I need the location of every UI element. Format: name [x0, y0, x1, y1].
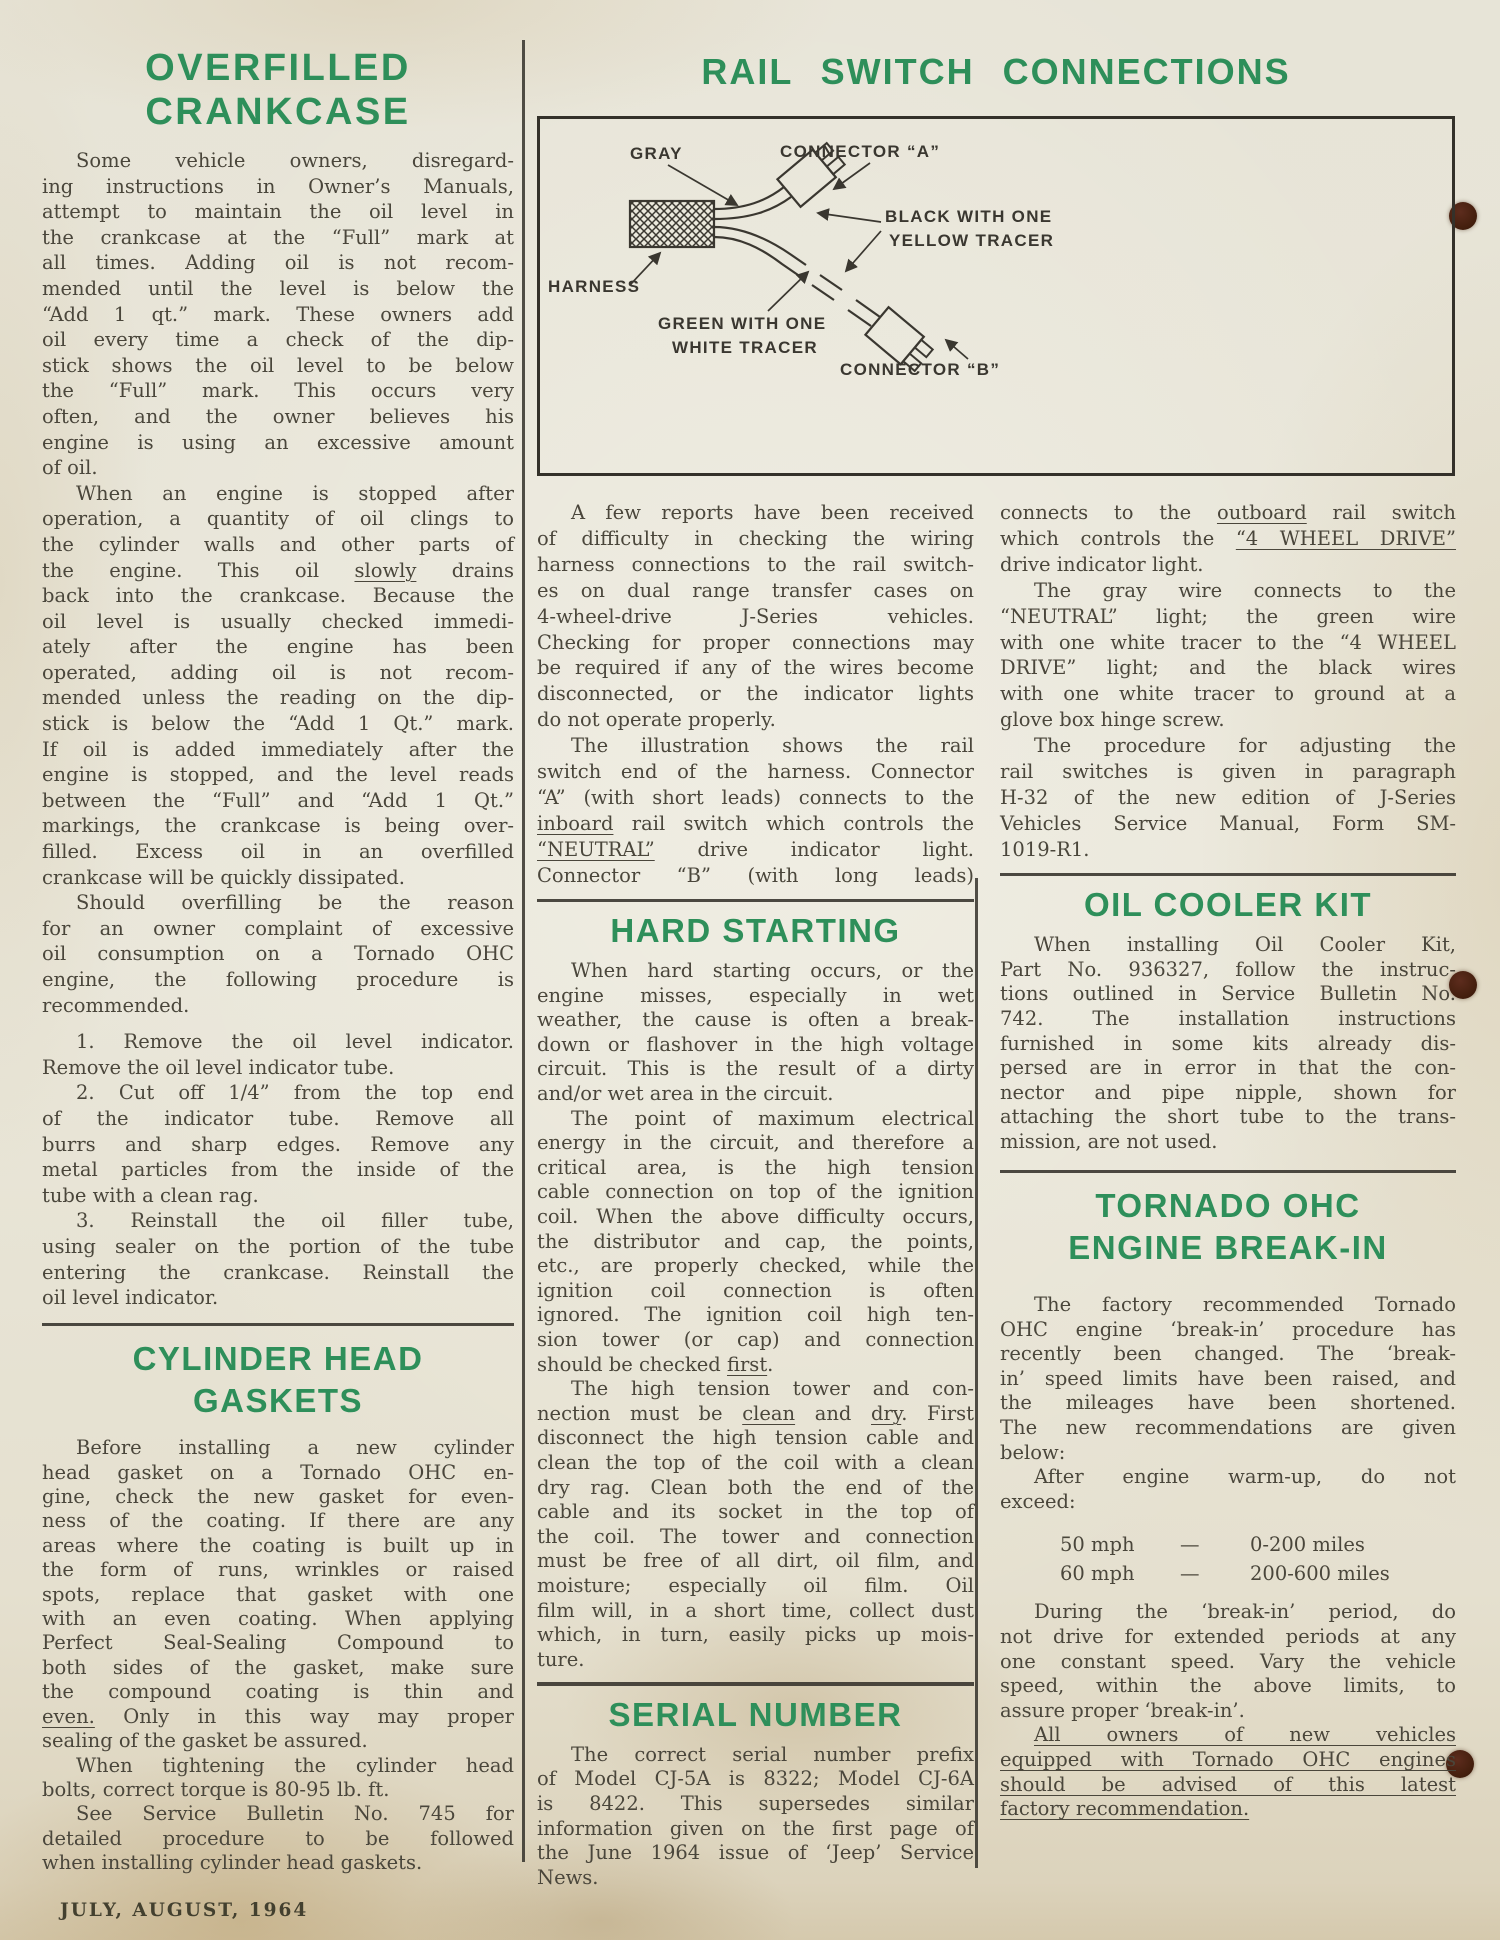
text-line: ignition coil connection is often	[537, 1278, 974, 1302]
text-line: of difficulty in checking the wiring	[537, 526, 974, 550]
text-line: 1. Remove the oil level indicator.	[76, 1030, 514, 1054]
text-line: glove box hinge screw.	[1000, 708, 1225, 732]
dash-cell: —	[1180, 1533, 1200, 1557]
black-wire-b	[714, 237, 871, 326]
text-line: is 8422. This supersedes similar	[537, 1792, 974, 1815]
text-line: all times. Adding oil is not recom-	[42, 251, 514, 275]
text-line: coil. When the above difficulty occurs,	[537, 1205, 974, 1229]
paragraph	[42, 148, 514, 481]
text-line: the coil. The tower and connection	[537, 1524, 974, 1548]
text-line: often, and the owner believes his	[42, 404, 514, 428]
article-body-overfilled-crankcase	[42, 148, 514, 1311]
text-line: The procedure for adjusting the	[1034, 734, 1456, 758]
text-line: nector and pipe nipple, shown for	[1000, 1080, 1456, 1104]
text-line: inboard rail switch which controls the	[537, 811, 974, 835]
text-line: of Model CJ-5A is 8322; Model CJ-6A	[537, 1767, 974, 1791]
text-line: All owners of new vehicles	[1034, 1723, 1456, 1747]
text-line: metal particles from the inside of the	[42, 1158, 514, 1182]
black-tracer-pointer-1	[818, 213, 881, 222]
text-line: entering the crankcase. Reinstall the	[42, 1260, 514, 1284]
text-line: switch end of the harness. Connector	[537, 760, 974, 784]
paragraph	[537, 1107, 974, 1378]
text-line: Perfect Seal-Sealing Compound to	[42, 1631, 514, 1655]
text-line: es on dual range transfer cases on	[537, 578, 974, 602]
text-line: 742. The installation instructions	[1000, 1006, 1456, 1030]
text-line: 2. Cut off 1/4” from the top end	[76, 1081, 514, 1105]
text-line: clean the top of the coil with a clean	[537, 1450, 974, 1474]
speed-limit-table	[1000, 1530, 1456, 1588]
article-body-serial-number	[537, 1743, 974, 1891]
text-line: using sealer on the portion of the tube	[42, 1234, 514, 1258]
text-line: disconnect the high tension cable and	[537, 1426, 974, 1450]
section-divider	[537, 899, 974, 903]
text-line: The point of maximum electrical	[571, 1106, 974, 1130]
text-line: stick is below the “Add 1 Qt.” mark.	[42, 712, 514, 736]
text-line: attempt to maintain the oil level in	[42, 200, 514, 224]
text-line: down or flashover in the high voltage	[537, 1032, 974, 1056]
article-title-serial-number: SERIAL NUMBER	[608, 1695, 903, 1733]
paragraph	[42, 481, 514, 891]
text-line: must be free of all dirt, oil film, and	[537, 1549, 974, 1573]
text-line: should be advised of this latest	[1000, 1772, 1456, 1796]
section-divider	[1000, 1170, 1456, 1174]
text-line: the cylinder walls and other parts of	[42, 532, 514, 556]
text-line: areas where the coating is built up in	[42, 1533, 514, 1557]
text-line: harness connections to the rail switch-	[537, 552, 974, 576]
article-body-engine-break-in-continued	[1000, 1600, 1456, 1821]
text-line: stick shows the oil level to be below	[42, 353, 514, 377]
text-line: should be checked first.	[537, 1352, 774, 1376]
issue-date: JULY, AUGUST, 1964	[60, 1900, 309, 1921]
paragraph	[42, 1436, 514, 1753]
paragraph	[537, 500, 974, 733]
gray-label: GRAY	[630, 144, 683, 163]
text-line: H-32 of the new edition of J-Series	[1000, 785, 1456, 809]
paragraph	[42, 890, 514, 1018]
text-line: one constant speed. Vary the vehicle	[1000, 1649, 1456, 1673]
text-line: “NEUTRAL” drive indicator light.	[537, 837, 974, 861]
text-line: Checking for proper connections may	[537, 630, 974, 654]
text-line: connects to the outboard rail switch	[1000, 501, 1456, 524]
text-line: spots, replace that gasket with one	[42, 1582, 514, 1606]
left-column	[42, 46, 514, 1876]
section-divider	[1000, 873, 1456, 877]
text-line: gine, check the new gasket for even-	[42, 1485, 514, 1509]
column-divider-left	[522, 40, 525, 1862]
text-line: A few reports have been received	[571, 501, 974, 524]
text-line: Vehicles Service Manual, Form SM-	[1000, 811, 1456, 835]
text-line: nection must be clean and dry. First	[537, 1401, 974, 1425]
text-line: oil level indicator.	[42, 1286, 219, 1310]
text-line: News.	[537, 1865, 599, 1889]
text-line: ignored. The ignition coil high ten-	[537, 1303, 974, 1327]
text-line: operated, adding oil is not recom-	[42, 660, 514, 684]
text-line: circuit. This is the result of a dirty	[537, 1057, 974, 1081]
text-line: in’ speed limits have been raised, and	[1000, 1366, 1456, 1390]
article-title-engine-break-in	[1000, 1185, 1456, 1269]
article-body-cylinder-head-gaskets	[42, 1436, 514, 1875]
text-line: mission, are not used.	[1000, 1129, 1218, 1153]
text-line: The illustration shows the rail	[571, 734, 974, 758]
text-line: moisture; especially oil film. Oil	[537, 1573, 974, 1597]
text-line: critical area, is the high tension	[537, 1155, 974, 1179]
text-line: between the “Full” and “Add 1 Qt.”	[42, 788, 514, 812]
text-line: for an owner complaint of excessive	[42, 916, 514, 940]
text-line: not drive for extended periods at any	[1000, 1624, 1456, 1648]
connector-a-label: CONNECTOR “A”	[780, 142, 941, 161]
article-body-engine-break-in	[1000, 1293, 1456, 1514]
black-tracer-label-2: YELLOW TRACER	[889, 231, 1055, 250]
title-line: CRANKCASE	[145, 91, 411, 133]
text-line: crankcase will be quickly dissipated.	[42, 865, 405, 889]
speed-limit-row	[1060, 1530, 1456, 1559]
text-line: bolts, correct torque is 80-95 lb. ft.	[42, 1777, 390, 1801]
text-line: of the indicator tube. Remove all	[42, 1106, 514, 1130]
text-line: oil every time a check of the dip-	[42, 328, 514, 352]
text-line: sion tower (or cap) and connection	[537, 1328, 974, 1351]
text-line: persed are in error in that the con-	[1000, 1056, 1456, 1080]
text-line: speed, within the above limits, to	[1000, 1674, 1456, 1698]
text-line: rail switches is given in paragraph	[1000, 760, 1456, 784]
text-line: sealing of the gasket be assured.	[42, 1729, 368, 1753]
text-line: recently been changed. The ‘break-	[1000, 1342, 1456, 1366]
text-line: when installing cylinder head gaskets.	[42, 1851, 423, 1875]
speed-cell: 50 mph	[1060, 1533, 1135, 1557]
text-line: energy in the circuit, and therefore a	[537, 1131, 974, 1155]
text-line: which, in turn, easily picks up mois-	[537, 1623, 974, 1647]
middle-column	[537, 500, 974, 1890]
text-line: When an engine is stopped after	[76, 481, 514, 505]
text-line: Before installing a new cylinder	[76, 1436, 514, 1460]
text-line: oil consumption on a Tornado OHC	[42, 942, 514, 966]
text-line: During the ‘break-in’ period, do	[1034, 1600, 1456, 1624]
text-line: filled. Excess oil in an overfilled	[42, 840, 514, 864]
text-line: detailed procedure to be followed	[42, 1826, 514, 1850]
text-line: Some vehicle owners, disregard-	[76, 149, 514, 172]
article-title-overfilled-crankcase	[42, 46, 514, 134]
text-line: engine is stopped, and the level reads	[42, 763, 514, 787]
dash-cell: —	[1180, 1562, 1200, 1586]
text-line: the engine. This oil slowly drains	[42, 558, 514, 582]
rail-switch-text-col2	[1000, 500, 1456, 863]
text-line: dry rag. Clean both the end of the	[537, 1475, 974, 1499]
text-line: furnished in some kits already dis-	[1000, 1031, 1456, 1055]
paragraph	[537, 733, 974, 888]
title-line: ENGINE BREAK-IN	[1068, 1229, 1388, 1267]
text-line: exceed:	[1000, 1489, 1076, 1513]
text-line: mended unless the reading on the dip-	[42, 686, 514, 710]
paragraph	[1000, 1723, 1456, 1821]
text-line: The high tension tower and con-	[571, 1377, 974, 1401]
text-line: When installing Oil Cooler Kit,	[1034, 933, 1456, 957]
connector-b-pointer	[946, 340, 968, 359]
text-line: even. Only in this way may proper	[42, 1704, 514, 1728]
black-tracer-pointer-2	[846, 231, 881, 271]
text-line: assure proper ‘break-in’.	[1000, 1698, 1245, 1722]
connector-b-label: CONNECTOR “B”	[840, 360, 1001, 379]
text-line: 4-wheel-drive J-Series vehicles.	[537, 604, 974, 628]
range-cell: 0-200 miles	[1250, 1533, 1365, 1557]
paragraph	[1000, 1465, 1456, 1514]
text-line: If oil is added immediately after the	[42, 737, 514, 761]
text-line: When tightening the cylinder head	[76, 1753, 514, 1777]
text-line: The new recommendations are given	[1000, 1416, 1456, 1439]
text-line: 3. Reinstall the oil filler tube,	[76, 1209, 514, 1233]
text-line: do not operate properly.	[537, 708, 776, 732]
text-line: etc., are properly checked, while the	[537, 1254, 974, 1278]
text-line: ing instructions in Owner’s Manuals,	[42, 174, 514, 198]
text-line: the distributor and cap, the points,	[537, 1229, 974, 1253]
text-line: markings, the crankcase is being over-	[42, 814, 514, 838]
rail-switch-diagram	[540, 119, 1452, 473]
text-line: Should overfilling be the reason	[76, 891, 514, 915]
text-line: head gasket on a Tornado OHC en-	[42, 1460, 514, 1484]
article-body-hard-starting	[537, 959, 974, 1672]
text-line: with one white tracer to the “4 WHEEL	[1000, 630, 1456, 654]
text-line: The gray wire connects to the	[1034, 578, 1456, 602]
paragraph	[537, 1377, 974, 1672]
text-line: factory recommendation.	[1000, 1797, 1250, 1821]
harness-label: HARNESS	[548, 277, 641, 296]
text-line: tube with a clean rag.	[42, 1183, 259, 1207]
article-title-rail-switch-connections: RAIL SWITCH CONNECTIONS	[701, 51, 1291, 92]
text-line: be required if any of the wires become	[537, 656, 974, 680]
paragraph	[42, 1080, 514, 1208]
paragraph	[1000, 1600, 1456, 1723]
text-line: The correct serial number prefix	[571, 1742, 974, 1766]
green-tracer-label-2: WHITE TRACER	[672, 338, 818, 357]
text-line: OHC engine ‘break-in’ procedure has	[1000, 1317, 1456, 1341]
text-line: the mileages have been shortened.	[1000, 1391, 1456, 1415]
paragraph	[42, 1029, 514, 1080]
text-line: back into the crankcase. Because the	[42, 584, 514, 608]
section-divider	[42, 1323, 514, 1327]
text-line: which controls the “4 WHEEL DRIVE”	[1000, 526, 1457, 550]
text-line: with one white tracer to ground at a	[1000, 682, 1456, 706]
text-line: operation, a quantity of oil clings to	[42, 507, 514, 531]
text-line: engine is using an excessive amount	[42, 430, 514, 454]
text-line: film will, in a short time, collect dust	[537, 1598, 974, 1622]
text-line: oil level is usually checked immedi-	[42, 609, 514, 633]
text-line: the form of runs, wrinkles or raised	[42, 1558, 514, 1582]
text-line: Connector “B” (with long leads)	[537, 863, 974, 887]
title-line: TORNADO OHC	[1095, 1187, 1361, 1225]
text-line: Remove the oil level indicator tube.	[42, 1055, 395, 1079]
harness-block	[630, 201, 714, 247]
paragraph	[42, 1754, 514, 1803]
text-line: “NEUTRAL” light; the green wire	[1000, 604, 1456, 628]
text-line: See Service Bulletin No. 745 for	[76, 1802, 514, 1826]
text-line: below:	[1000, 1440, 1066, 1464]
title-line: GASKETS	[192, 1382, 364, 1420]
text-line: “Add 1 qt.” mark. These owners add	[42, 302, 514, 326]
text-line: After engine warm-up, do not	[1034, 1465, 1456, 1489]
column-divider-right	[975, 878, 978, 1868]
text-line: both sides of the gasket, make sure	[42, 1655, 514, 1679]
text-line: weather, the cause is often a break-	[537, 1008, 974, 1032]
text-line: with an even coating. When applying	[42, 1607, 514, 1631]
title-line: CYLINDER HEAD	[132, 1340, 424, 1378]
text-line: The factory recommended Tornado	[1034, 1293, 1456, 1317]
text-line: disconnected, or the indicator lights	[537, 682, 974, 706]
text-line: ness of the coating. If there are any	[42, 1509, 514, 1533]
text-line: Part No. 936327, follow the instruc-	[1000, 957, 1456, 981]
text-line: When hard starting occurs, or the	[571, 959, 974, 983]
text-line: the “Full” mark. This occurs very	[42, 379, 514, 403]
text-line: recommended.	[42, 993, 190, 1017]
connector-a-pointer	[834, 163, 870, 189]
paragraph	[1000, 500, 1456, 578]
article-title-oil-cooler-kit: OIL COOLER KIT	[1083, 886, 1373, 924]
paragraph	[1000, 1293, 1456, 1465]
rail-switch-text-col1	[537, 500, 974, 889]
green-tracer-label-1: GREEN WITH ONE	[658, 314, 827, 333]
text-line: ture.	[537, 1647, 585, 1671]
paragraph	[42, 1208, 514, 1310]
text-line: burrs and sharp edges. Remove any	[42, 1132, 514, 1156]
speed-limit-row	[1060, 1559, 1456, 1588]
text-line: the June 1964 issue of ‘Jeep’ Service	[537, 1841, 974, 1865]
paragraph	[537, 959, 974, 1107]
black-tracer-label-1: BLACK WITH ONE	[885, 207, 1053, 226]
right-column	[1000, 500, 1456, 1822]
speed-cell: 60 mph	[1060, 1562, 1135, 1586]
text-line: “A” (with short leads) connects to the	[537, 785, 974, 809]
rail-switch-section	[537, 52, 1455, 476]
article-title-cylinder-head-gaskets	[42, 1338, 514, 1422]
paragraph	[537, 1743, 974, 1891]
paragraph	[1000, 578, 1456, 733]
text-line: engine, the following procedure is	[42, 968, 514, 991]
text-line: tions outlined in Service Bulletin No.	[1000, 982, 1456, 1006]
text-line: cable connection on top of the ignition	[537, 1180, 974, 1204]
title-line: OVERFILLED	[145, 47, 411, 89]
text-line: information given on the first page of	[537, 1816, 974, 1840]
section-divider	[537, 1682, 974, 1686]
text-line: of oil.	[42, 456, 98, 480]
green-tracer-pointer	[768, 272, 808, 311]
gray-pointer	[668, 165, 737, 205]
text-line: drive indicator light.	[1000, 552, 1204, 576]
text-line: 1019-R1.	[1000, 837, 1090, 861]
article-title-hard-starting: HARD STARTING	[610, 912, 901, 950]
text-line: cable and its socket in the top of	[537, 1500, 974, 1524]
paragraph	[1000, 733, 1456, 863]
range-cell: 200-600 miles	[1250, 1562, 1390, 1586]
wiring-diagram-frame	[537, 116, 1455, 476]
text-line: the compound coating is thin and	[42, 1680, 514, 1704]
text-line: attaching the short tube to the trans-	[1000, 1105, 1456, 1129]
text-line: engine misses, especially in wet	[537, 983, 974, 1007]
text-line: the crankcase at the “Full” mark at	[42, 225, 514, 249]
text-line: equipped with Tornado OHC engines	[1000, 1747, 1456, 1771]
text-line: DRIVE” light; and the black wires	[1000, 656, 1456, 680]
text-line: mended until the level is below the	[42, 276, 514, 300]
article-body-oil-cooler-kit	[1000, 933, 1456, 1154]
text-line: ately after the engine has been	[42, 635, 514, 659]
paragraph	[42, 1802, 514, 1875]
paragraph	[1000, 933, 1456, 1154]
text-line: and/or wet area in the circuit.	[537, 1082, 834, 1106]
